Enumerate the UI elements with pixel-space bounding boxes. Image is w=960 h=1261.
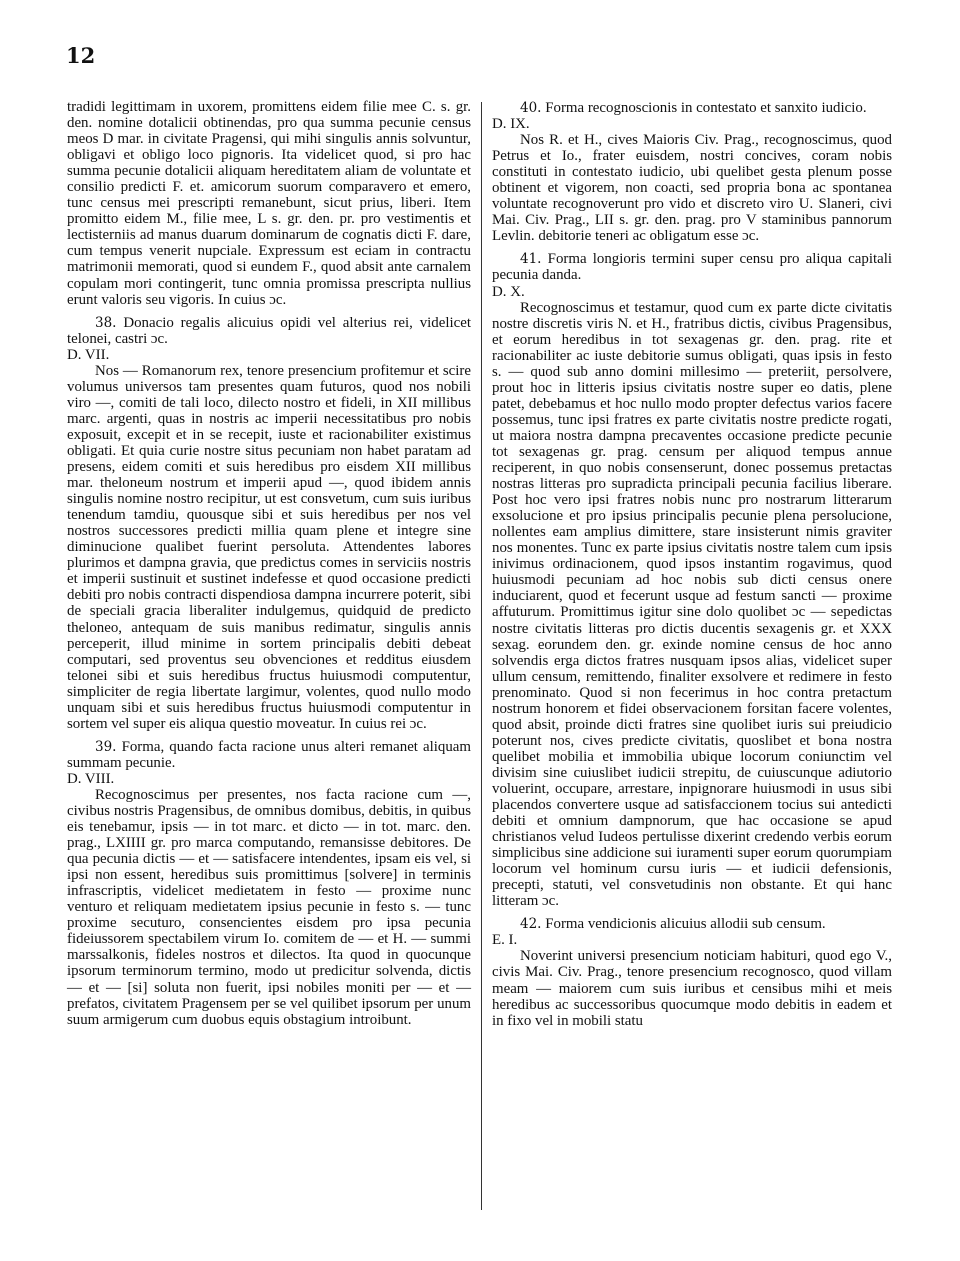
section-heading (492, 251, 892, 283)
section-body: Nos — Romanorum rex, tenore presencium profitemur et scire volumus universos tam presentes quam futuros, quod nos nobili viro —, comiti de tali loco, dilecto nostro et fideli, in XII millibus marc. argenti, quas in nostris ac imperii necessitatibus pro nobis exposuit, excepit et in se recepit, iuste et racionabiliter existimus obligati. Et quia curie nostre situs pecuniam non habet paratam ad presens, eidem comiti et suis heredibus pro eisdem XII millibus mar. theloneum nostrum et imperii apud —, quod ibidem annis singulis nomine nostro recipitur, ut est consvetum, cum suis iuribus tenendum tamdiu, quousque sibi et suis heredibus per nos vel nostros successores predicti millia quam plene et integre sine diminucione qualibet fuerint persoluta. Attendentes labores plurimos et dampna gravia, que predictus comes in serviciis nostris et imperii sustinuit et sustinet indefesse et quod occasione predicti debiti pro nobis contracti dispendiosa dampna incurrere poterit, sibi de speciali gracia liberaliter indulgemus, quidquid de predicto theloneo, antequam de suis manibus redimatur, singulis annis perceperit, illud minime in sortem principalis debiti debeat computari, sed proventus seu obvenciones et redditus eiusdem telonei sibi et suis heredibus fructus huiusmodi computentur, simpliciter de regia libertate largimur, volentes, quod nullo modo unquam sibi et suis heredibus fructus huiusmodi computentur in sortem vel super eis aliqua questio moveatur. In cuius rei ɔc. (67, 362, 471, 732)
section-41 (492, 251, 892, 909)
section-number: 41. (520, 251, 542, 268)
column-divider (481, 102, 482, 1210)
section-title: Forma longioris termini super censu pro aliqua capitali pecunia danda. (492, 251, 892, 284)
section-heading (67, 739, 471, 771)
continuation-paragraph: tradidi legittimam in uxorem, promittens eidem filie mee C. s. gr. den. nomine dotalicii obtinendas, pro qua summa pecunie census meos D mar. in civitate Pragensi, qui mihi singulis annis solvuntur, obligavi et obligo loco pignoris. Ita videlicet quod, si pro hac summa pecunie dotalicii aliquam hereditatem aliam de voluntate et consilio predicti F. et. amicorum suorum comparavero et emero, tunc census mei prescripti remanebunt, sicut prius, liberi. Item promitto eidem M., filie mee, L s. gr. den. pr. pro vestimentis et lectisterniis ad manus duarum dominarum de cognatis dicti F. dare, cum tempus venerit nupciale. Expressum est eciam in contractu matrimonii memorati, quod si eundem F., quod absit ante carnalem copulam mori contingerit, tunc omnia promissa prescripta nullius erunt valoris seu vigoris. In cuius ɔc. (67, 99, 471, 308)
section-number: 39. (95, 738, 117, 755)
section-body: Recognoscimus per presentes, nos facta racione cum —, civibus nostris Pragensibus, de omnibus domibus, debitis, in quibus eis tenebamur, ipsis — in tot marc. et dicto — in tot. marc. den. prag., LXIIII gr. pro marca computando, remansisse debitores. De qua pecunia dictis — et — satisfacere intendentes, ipsam eis vel, si ipsi non essent, heredibus suis promittimus [solvere] in terminis infrascriptis, videlicet medietatem in festo — proxime nunc venturo et reliquam medietatem ipsius pecunie in festo s. — tunc proxime secuturo, consencientes eisdem pro ipsa pecunia fideiussorem spectabilem virum Io. comitem de — et H. — summi marssalkonis, fideles nostros et dilectos. Ita quod in quocunque ipsorum terminorum termino, modo ut predicitur solvenda, dictis — et — [si] soluta non fuerit, ipsi nobiles moniti per — et — prefatos, civitatem Pragensem per se vel quilibet ipsorum per unum suum armigerum cum duobus equis obstagium introibunt. (67, 786, 471, 1028)
section-number: 38. (95, 314, 117, 331)
section-body: Nos R. et H., cives Maioris Civ. Prag., recognoscimus, quod Petrus et Io., frater euisdem, nostri concives, coram nobis constituti in contestato iudicio, ubi quelibet gesta plenum posse obtinent et vigorem, non coacti, sed propria bona ac spontanea voluntate recognoverunt pro vido et discreto viro U. Slaneri, civi Mai. Civ. Prag., LII s. gr. den. prag. pro V staminibus pannorum Levlin. debitorie teneri ac obligatum esse ɔc. (492, 132, 892, 245)
section-title: Donacio regalis alicuius opidi vel alterius rei, videlicet telonei, castri ɔc. (67, 314, 471, 347)
section-heading (67, 315, 471, 347)
section-sign: D. VII. (67, 346, 110, 363)
section-39 (67, 739, 471, 1028)
section-title: Forma recognoscionis in contestato et sanxito iudicio. (545, 100, 867, 116)
section-heading (492, 916, 892, 932)
section-sign: D. IX. (492, 116, 530, 133)
section-sign: D. X. (492, 283, 525, 300)
section-title: Forma, quando facta racione unus alteri remanet aliquam summam pecunie. (67, 738, 471, 771)
section-38 (67, 315, 471, 732)
page-number: 12 (66, 43, 96, 68)
section-number: 40. (520, 100, 542, 116)
section-sign: D. VIII. (67, 770, 115, 787)
section-42 (492, 916, 892, 1028)
section-body: Recognoscimus et testamur, quod cum ex parte dicte civitatis nostre discretis viris N. et H., fratribus dictis, civibus Pragensibus, et eorum heredibus in tot sexagenas gr. den. prag. rite et racionabiliter ac iuste debitorie sumus obligati, quas ipsis in festo s. — quod sub anno domini millesimo — preteriit, persolvere, prout hoc in litteris ipsius civitatis nostre super eo datis, plene patet, debebamus et hoc nullo modo propter defectus varios facere possemus, tunc ipsi fratres ex parte civitatis nostre predicte rogati, ut maiora nostra dampna precaventes occasione predicte pecunie tot sexagenas gr. prag. censum per aliquod tempus annue reciperent, in quo nobis consenserunt, donec possemus pretactas nostras litteras pro supradicta principali pecunia facilius liberare. Post hoc vero ipsi fratres nobis nunc pro nostrarum litterarum exsolucione et pro ipsius principalis pecunie plena persolucione, nollentes eam amplius dimittere, stare insisterunt nimis graviter nos monentes. Tunc ex parte ipsius civitatis nostre talem cum ipsis inivimus ordinacionem, quod ipsos instantim rogavimus, quod huiusmodi pecuniam ad hoc nobis sub dicti census onere induciarent, quod et fecerunt usque ad festum sancti — proxime affuturum. Promittimus igitur sine dolo quolibet ɔc — sepedictas nostre civitatis litteras pro dictis ducentis sexagenis gr. et XXX sexag. eorundem den. gr. exinde nomine census de hoc anno solvendis erga dictos fratres nusquam ipsos alias, videlicet super ullum censum, remittendo, finaliter exsolvere et redimere in festo prenominato. Quod si non fecerimus in hoc contra pretactum nostrum honorem et fidei observacionem forsitan facere volentes, quod absit, proinde dicti fratres sine quolibet iuris sui preiudicio poterunt nos, cives predicte civitatis, quoslibet et bona nostra quelibet mobilia et immobilia ubique locorum coniunctim vel divisim sine cuiuslibet iudicii strepitu, de cuiuscunque adiutorio voluerint, occupare, arrestare, inpignorare huiusmodi in usus sibi placendos convertere usque ad satisfaccionem tocius sui antedicti debiti et omnium dampnorum, que hac occasione se apud christianos velud Iudeos pertulisse dixerint credendo verbis eorum simplicibus sine addicione sui iuramenti super eorum quorumpiam locorum vel hominum cursu iuris — et iudicii defensionis, precepti, statuti, vel consvetudinis non obstante. Et qui hanc litteram ɔc. (492, 299, 892, 910)
section-40 (492, 100, 892, 244)
section-title: Forma vendicionis alicuius allodii sub censum. (545, 916, 826, 933)
right-column (492, 100, 892, 1029)
section-heading (492, 100, 892, 116)
section-sign: E. I. (492, 932, 518, 949)
section-body: Noverint universi presencium noticiam habituri, quod ego V., civis Mai. Civ. Prag., tenore presencium recognosco, quod villam meam — maiorem cum suis iuribus et censibus mihi et meis heredibus ac successoribus quocumque modo debitis in eadem et in fixo vel in mobili statu (492, 948, 892, 1029)
left-column (67, 99, 471, 1028)
section-number: 42. (520, 916, 542, 933)
